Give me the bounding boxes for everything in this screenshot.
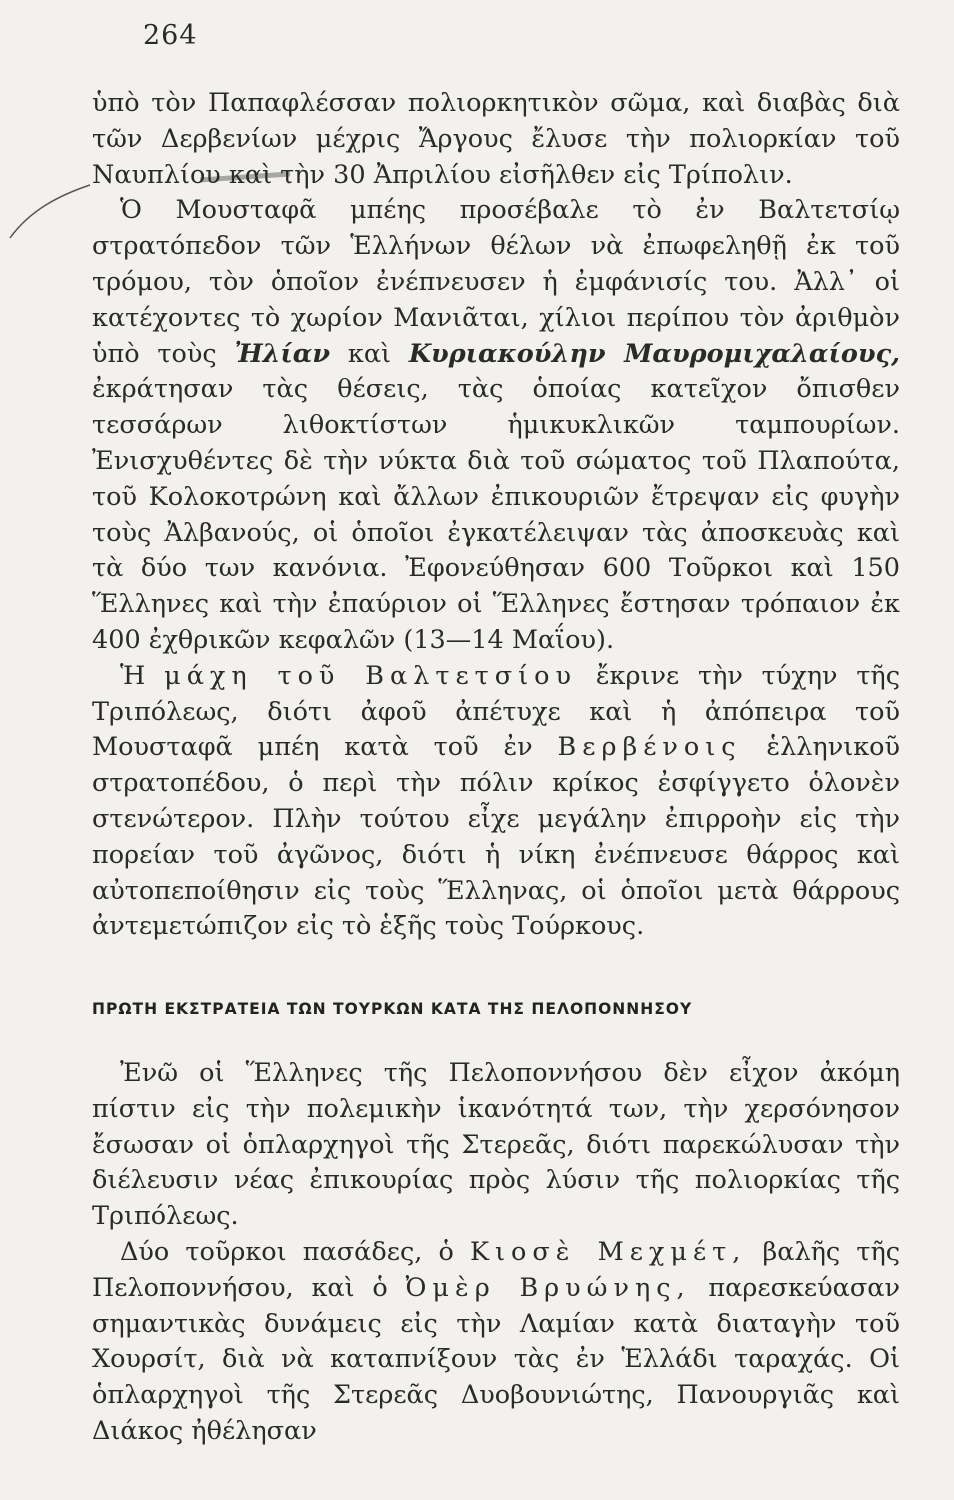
text-run: βαλῆς τῆς Πελοποννήσου, καὶ ὁ <box>92 1236 900 1303</box>
spaced-text: μάχη τοῦ Βαλτετσίου <box>164 660 578 691</box>
section-text-block <box>92 1056 900 1450</box>
main-text-block <box>92 86 900 945</box>
text-run: Ὁ Μουσταφᾶ μπέης προσέβαλε τὸ ἐν Βαλτετσίῳ στρατόπεδον τῶν Ἑλλήνων θέλων νὰ ἐπωφεληθῇ ἐκ τοῦ τρόμου, τὸν ὁποῖον ἐνέπνευσεν ἡ ἐμφάνισίς του. Ἀλλ᾿ οἱ κατέχοντες τὸ χωρίον Μανιᾶται, χίλιοι περίπου τὸν ἀριθμὸν ὑπὸ τοὺς <box>92 195 900 369</box>
paragraph <box>92 1235 900 1450</box>
text-run: ἔκρινε τὴν τύχην τῆς Τριπόλεως, διότι ἀφοῦ ἀπέτυχε καὶ ἡ ἀπόπειρα τοῦ Μουσταφᾶ μπέη κατὰ τοῦ ἐν <box>92 660 900 763</box>
spaced-text: Ὀμὲρ Βρυώνης, <box>405 1272 691 1303</box>
text-run: καὶ <box>347 338 392 369</box>
section-heading: ΠΡΩΤΗ ΕΚΣΤΡΑΤΕΙΑ ΤΩΝ ΤΟΥΡΚΩΝ ΚΑΤΑ ΤΗΣ ΠΕΛΟΠΟΝΝΗΣΟΥ <box>92 1000 693 1018</box>
spaced-text: Βερβένοις <box>557 732 742 763</box>
text-run: ἑλληνικοῦ στρατοπέδου, ὁ περὶ τὴν πόλιν κρίκος ἐσφίγγετο ὁλονὲν στενώτερον. Πλὴν τούτου εἶχε μεγάλην ἐπιρροὴν εἰς τὴν πορείαν τοῦ ἀγῶνος, διότι ἡ νίκη ἐνέπνευσε θάρρος καὶ αὐτοπεποίθησιν εἰς τοὺς Ἕλληνας, οἱ ὁποῖοι μετὰ θάρρους ἀντεμετώπιζον εἰς τὸ ἑξῆς τοὺς Τούρκους. <box>92 732 900 942</box>
text-run: Δύο τοῦρκοι πασάδες, ὁ <box>120 1236 454 1267</box>
bold-name: Κυριακούλην Μαυρομιχαλαίους, <box>408 338 900 369</box>
bold-name: Ἠλίαν <box>234 338 331 369</box>
text-run: ἐκράτησαν τὰς θέσεις, τὰς ὁποίας κατεῖχον ὄπισθεν τεσσάρων λιθοκτίστων ἡμικυκλικῶν ταμπουρίων. Ἐνισχυθέντες δὲ τὴν νύκτα διὰ τοῦ σώματος τοῦ Πλαπούτα, τοῦ Κολοκοτρώνη καὶ ἄλλων ἐπικουριῶν ἔτρεψαν εἰς φυγὴν τοὺς Ἀλβανούς, οἱ ὁποῖοι ἐγκατέλειψαν τὰς ἀποσκευὰς καὶ τὰ δύο των κανόνια. Ἐφονεύθησαν 600 Τοῦρκοι καὶ 150 Ἕλληνες καὶ τὴν ἐπαύριον οἱ Ἕλληνες ἔστησαν τρόπαιον ἐκ 400 ἐχθρικῶν κεφαλῶν (13—14 Μαΐου). <box>92 374 900 655</box>
text-run: παρεσκεύασαν σημαντικὰς δυνάμεις εἰς τὴν Λαμίαν κατὰ διαταγὴν τοῦ Χουρσίτ, διὰ νὰ καταπνίξουν τὰς ἐν Ἑλλάδι ταραχάς. Οἱ ὁπλαρχηγοὶ τῆς Στερεᾶς Δυοβουνιώτης, Πανουργιᾶς καὶ Διάκος ἠθέλησαν <box>92 1272 900 1446</box>
spaced-text: Κιοσὲ Μεχμέτ, <box>469 1236 747 1267</box>
paragraph: ὑπὸ τὸν Παπαφλέσσαν πολιορκητικὸν σῶμα, καὶ διαβὰς διὰ τῶν Δερβενίων μέχρις Ἄργους ἔλυσε τὴν πολιορκίαν τοῦ Ναυπλίου καὶ τὴν 30 Ἀπριλίου εἰσῆλθεν εἰς Τρίπολιν. <box>92 88 900 190</box>
paragraph <box>92 659 900 945</box>
paragraph <box>92 193 900 658</box>
paragraph: Ἐνῶ οἱ Ἕλληνες τῆς Πελοποννήσου δὲν εἶχον ἀκόμη πίστιν εἰς τὴν πολεμικὴν ἱκανότητά των, τὴν χερσόνησον ἔσωσαν οἱ ὁπλαρχηγοὶ τῆς Στερεᾶς, διότι παρεκώλυσαν τὴν διέλευσιν νέας ἐπικουρίας πρὸς λύσιν τῆς πολιορκίας τῆς Τριπόλεως. <box>92 1058 900 1232</box>
page-number: 264 <box>143 20 198 51</box>
text-run: Ἡ <box>120 660 146 691</box>
